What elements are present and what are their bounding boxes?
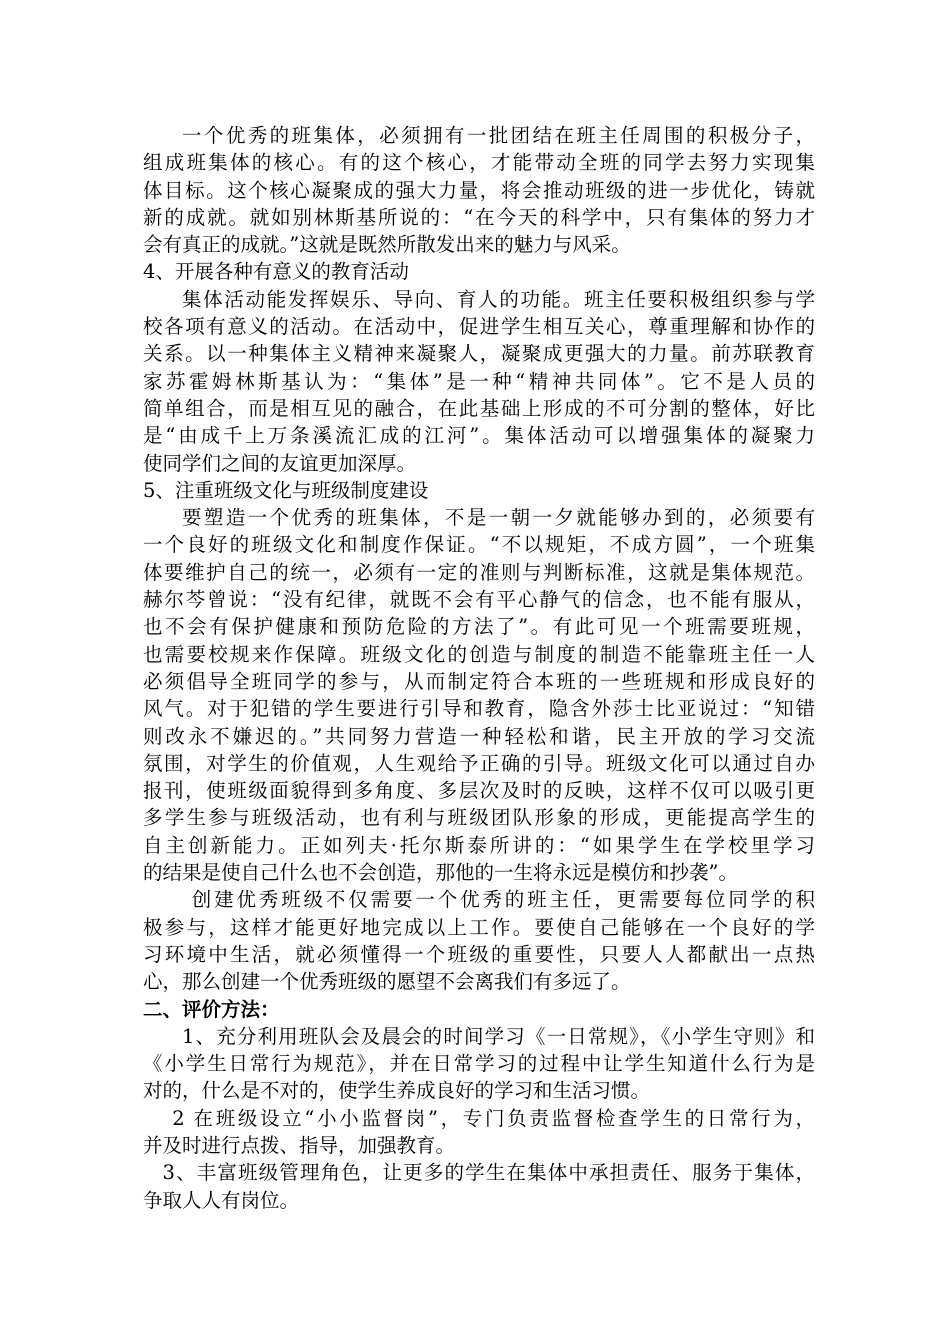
text-line: 一个良好的班级文化和制度作保证。“不以规矩，不成方圆”，一个班集 xyxy=(143,533,815,557)
text-line: 是“由成千上万条溪流汇成的江河”。集体活动可以增强集体的凝聚力 xyxy=(143,424,815,448)
text-line: 氛围，对学生的价值观，人生观给予正确的引导。班级文化可以通过自办 xyxy=(143,751,815,775)
text-line: 对的，什么是不对的，使学生养成良好的学习和生活习惯。 xyxy=(143,1079,651,1103)
text-line: 报刊，使班级面貌得到多角度、多层次及时的反映，这样不仅可以吸引更 xyxy=(143,779,815,803)
text-line: 新的成就。就如别林斯基所说的：“在今天的科学中，只有集体的努力才 xyxy=(143,205,815,229)
text-line: 则改永不嫌迟的。”共同努力营造一种轻松和谐，民主开放的学习交流 xyxy=(143,724,815,748)
text-line: 使同学们之间的友谊更加深厚。 xyxy=(143,451,417,475)
text-line: 多学生参与班级活动，也有利与班级团队形象的形成，更能提高学生的 xyxy=(143,806,815,830)
paragraph-p2 xyxy=(143,286,815,477)
main-heading-h2 xyxy=(143,996,815,1023)
text-line: 也不会有保护健康和预防危险的方法了”。有此可见一个班需要班规， xyxy=(143,615,815,639)
text-line: 3、丰富班级管理角色，让更多的学生在集体中承担责任、服务于集体， xyxy=(162,1161,815,1185)
text-line: 二、评价方法： xyxy=(143,997,280,1021)
text-line: 体要维护自己的统一，必须有一定的准则与判断标准，这就是集体规范。 xyxy=(143,560,815,584)
text-line: 2 在班级设立“小小监督岗”，专门负责监督检查学生的日常行为， xyxy=(172,1106,815,1130)
text-line: 心，那么创建一个优秀班级的愿望不会离我们有多远了。 xyxy=(143,970,631,994)
paragraph-p3 xyxy=(143,504,815,886)
paragraph-p7 xyxy=(143,1159,815,1214)
text-line: 4、开展各种有意义的教育活动 xyxy=(143,260,409,284)
text-line: 风气。对于犯错的学生要进行引导和教育，隐含外莎士比亚说过：“知错 xyxy=(143,697,815,721)
text-line: 极参与，这样才能更好地完成以上工作。要使自己能够在一个良好的学 xyxy=(143,915,815,939)
text-line: 校各项有意义的活动。在活动中，促进学生相互关心，尊重理解和协作的 xyxy=(143,315,815,339)
text-line: 组成班集体的核心。有的这个核心，才能带动全班的同学去努力实现集 xyxy=(143,151,815,175)
text-line: 家苏霍姆林斯基认为：“集体”是一种“精神共同体”。它不是人员的 xyxy=(143,369,815,393)
text-line: 争取人人有岗位。 xyxy=(143,1188,300,1212)
text-line: 赫尔芩曾说：“没有纪律，就既不会有平心静气的信念，也不能有服从， xyxy=(143,588,815,612)
text-line: 自主创新能力。正如列夫·托尔斯泰所讲的：“如果学生在学校里学习 xyxy=(143,833,815,857)
text-line: 5、注重班级文化与班级制度建设 xyxy=(143,478,429,502)
section-heading-h4 xyxy=(143,258,815,285)
paragraph-p4 xyxy=(143,886,815,995)
text-line: 集体活动能发挥娱乐、导向、育人的功能。班主任要积极组织参与学 xyxy=(182,287,815,311)
text-line: 会有真正的成就。”这就是既然所散发出来的魅力与风采。 xyxy=(143,233,631,257)
text-line: 也需要校规来作保障。班级文化的创造与制度的制造不能靠班主任一人 xyxy=(143,642,815,666)
text-line: 必须倡导全班同学的参与，从而制定符合本班的一些班规和形成良好的 xyxy=(143,669,815,693)
text-line: 体目标。这个核心凝聚成的强大力量，将会推动班级的进一步优化，铸就 xyxy=(143,178,815,202)
text-line: 要塑造一个优秀的班集体，不是一朝一夕就能够办到的，必须要有 xyxy=(182,506,815,530)
paragraph-p5 xyxy=(143,1023,815,1105)
text-line: 关系。以一种集体主义精神来凝聚人，凝聚成更强大的力量。前苏联教育 xyxy=(143,342,815,366)
text-line: 习环境中生活，就必须懂得一个班级的重要性，只要人人都献出一点热 xyxy=(143,942,815,966)
text-line: 创建优秀班级不仅需要一个优秀的班主任，更需要每位同学的积 xyxy=(191,888,815,912)
paragraph-p1 xyxy=(143,122,815,258)
text-line: 并及时进行点拨、指导，加强教育。 xyxy=(143,1133,456,1157)
text-line: 1、充分利用班队会及晨会的时间学习《一日常规》，《小学生守则》和 xyxy=(182,1024,815,1048)
section-heading-h5 xyxy=(143,477,815,504)
text-line: 简单组合，而是相互见的融合，在此基础上形成的不可分割的整体，好比 xyxy=(143,396,815,420)
document-page xyxy=(143,122,815,1214)
text-line: 《小学生日常行为规范》，并在日常学习的过程中让学生知道什么行为是 xyxy=(143,1052,815,1076)
text-line: 一个优秀的班集体，必须拥有一批团结在班主任周围的积极分子， xyxy=(182,124,815,147)
text-line: 的结果是使自己什么也不会创造，那他的一生将永远是模仿和抄袭”。 xyxy=(143,861,738,885)
paragraph-p6 xyxy=(143,1105,815,1160)
